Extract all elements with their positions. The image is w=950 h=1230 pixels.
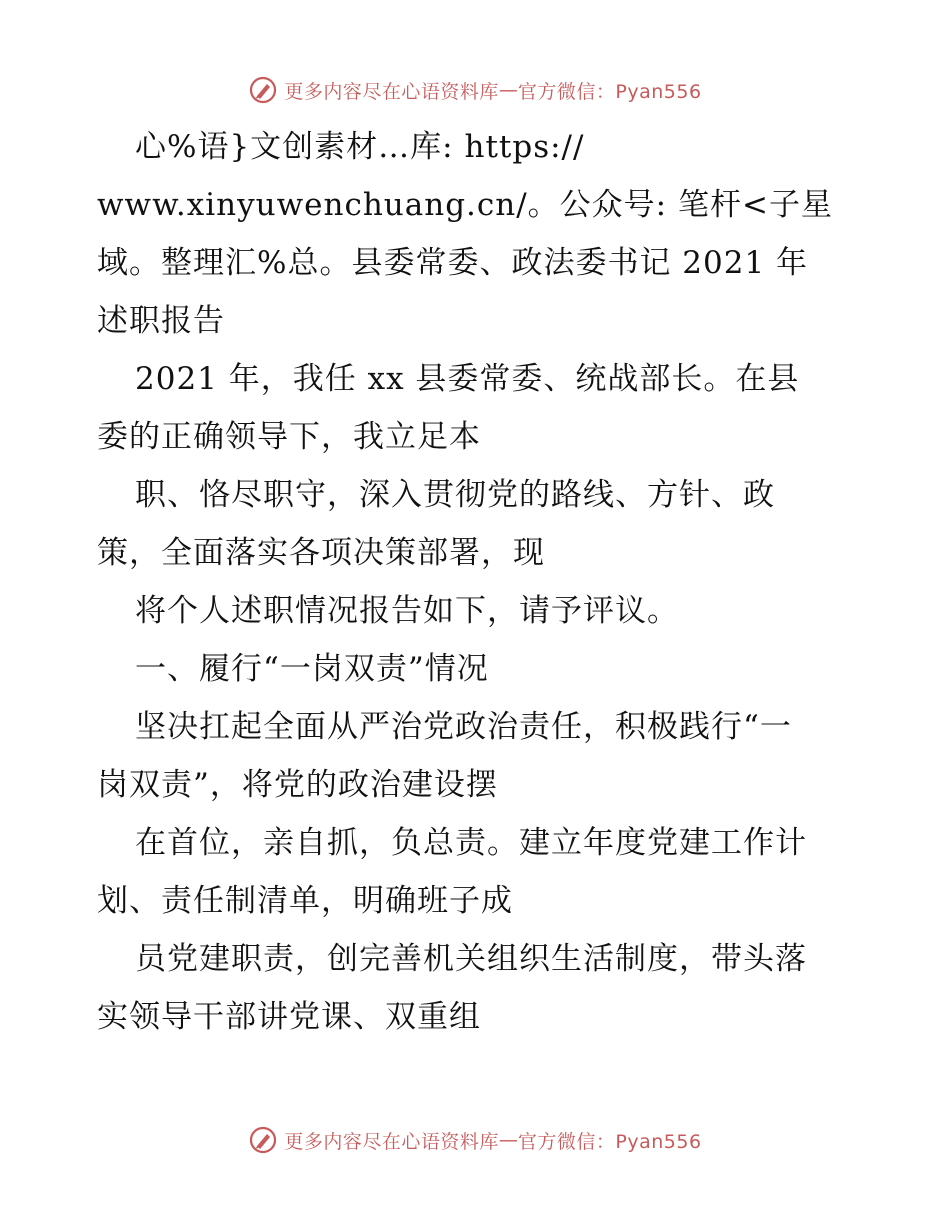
banner-text: 更多内容尽在心语资料库	[284, 80, 499, 103]
banner-separator: —	[498, 1129, 518, 1151]
text-line: www.xinyuwenchuang.cn/。公众号: 笔杆<子星	[97, 187, 833, 223]
text-line: 将个人述职情况报告如下，请予评议。	[135, 593, 679, 629]
banner-text: 更多内容尽在心语资料库	[284, 1130, 499, 1153]
footer-watermark-banner	[0, 1120, 950, 1160]
text-line: 岗双责”，将党的政治建设摆	[97, 767, 498, 803]
header-watermark-banner	[0, 70, 950, 110]
text-line: 2021 年，我任 xx 县委常委、统战部长。在县	[135, 361, 800, 397]
text-line: 职、恪尽职守，深入贯彻党的路线、方针、政	[135, 477, 775, 513]
text-line: 述职报告	[97, 303, 225, 339]
text-line: 策，全面落实各项决策部署，现	[97, 535, 545, 571]
text-line: 员党建职责，创完善机关组织生活制度，带头落	[135, 941, 807, 977]
text-line: 委的正确领导下，我立足本	[97, 419, 481, 455]
text-line: 一、履行“一岗双责”情况	[135, 651, 489, 687]
logo-icon	[248, 75, 278, 105]
logo-icon	[248, 1125, 278, 1155]
banner-contact: 官方微信：Pyan556	[517, 80, 702, 103]
text-line: 在首位，亲自抓，负总责。建立年度党建工作计	[135, 825, 807, 861]
text-line: 实领导干部讲党课、双重组	[97, 999, 481, 1035]
document-body	[97, 118, 857, 1046]
text-line: 心%语}文创素材…库: https://	[135, 129, 585, 165]
banner-separator: —	[498, 79, 518, 101]
banner-contact: 官方微信：Pyan556	[517, 1130, 702, 1153]
text-line: 域。整理汇%总。县委常委、政法委书记 2021 年	[97, 245, 809, 281]
text-line: 划、责任制清单，明确班子成	[97, 883, 513, 919]
text-line: 坚决扛起全面从严治党政治责任，积极践行“一	[135, 709, 792, 745]
